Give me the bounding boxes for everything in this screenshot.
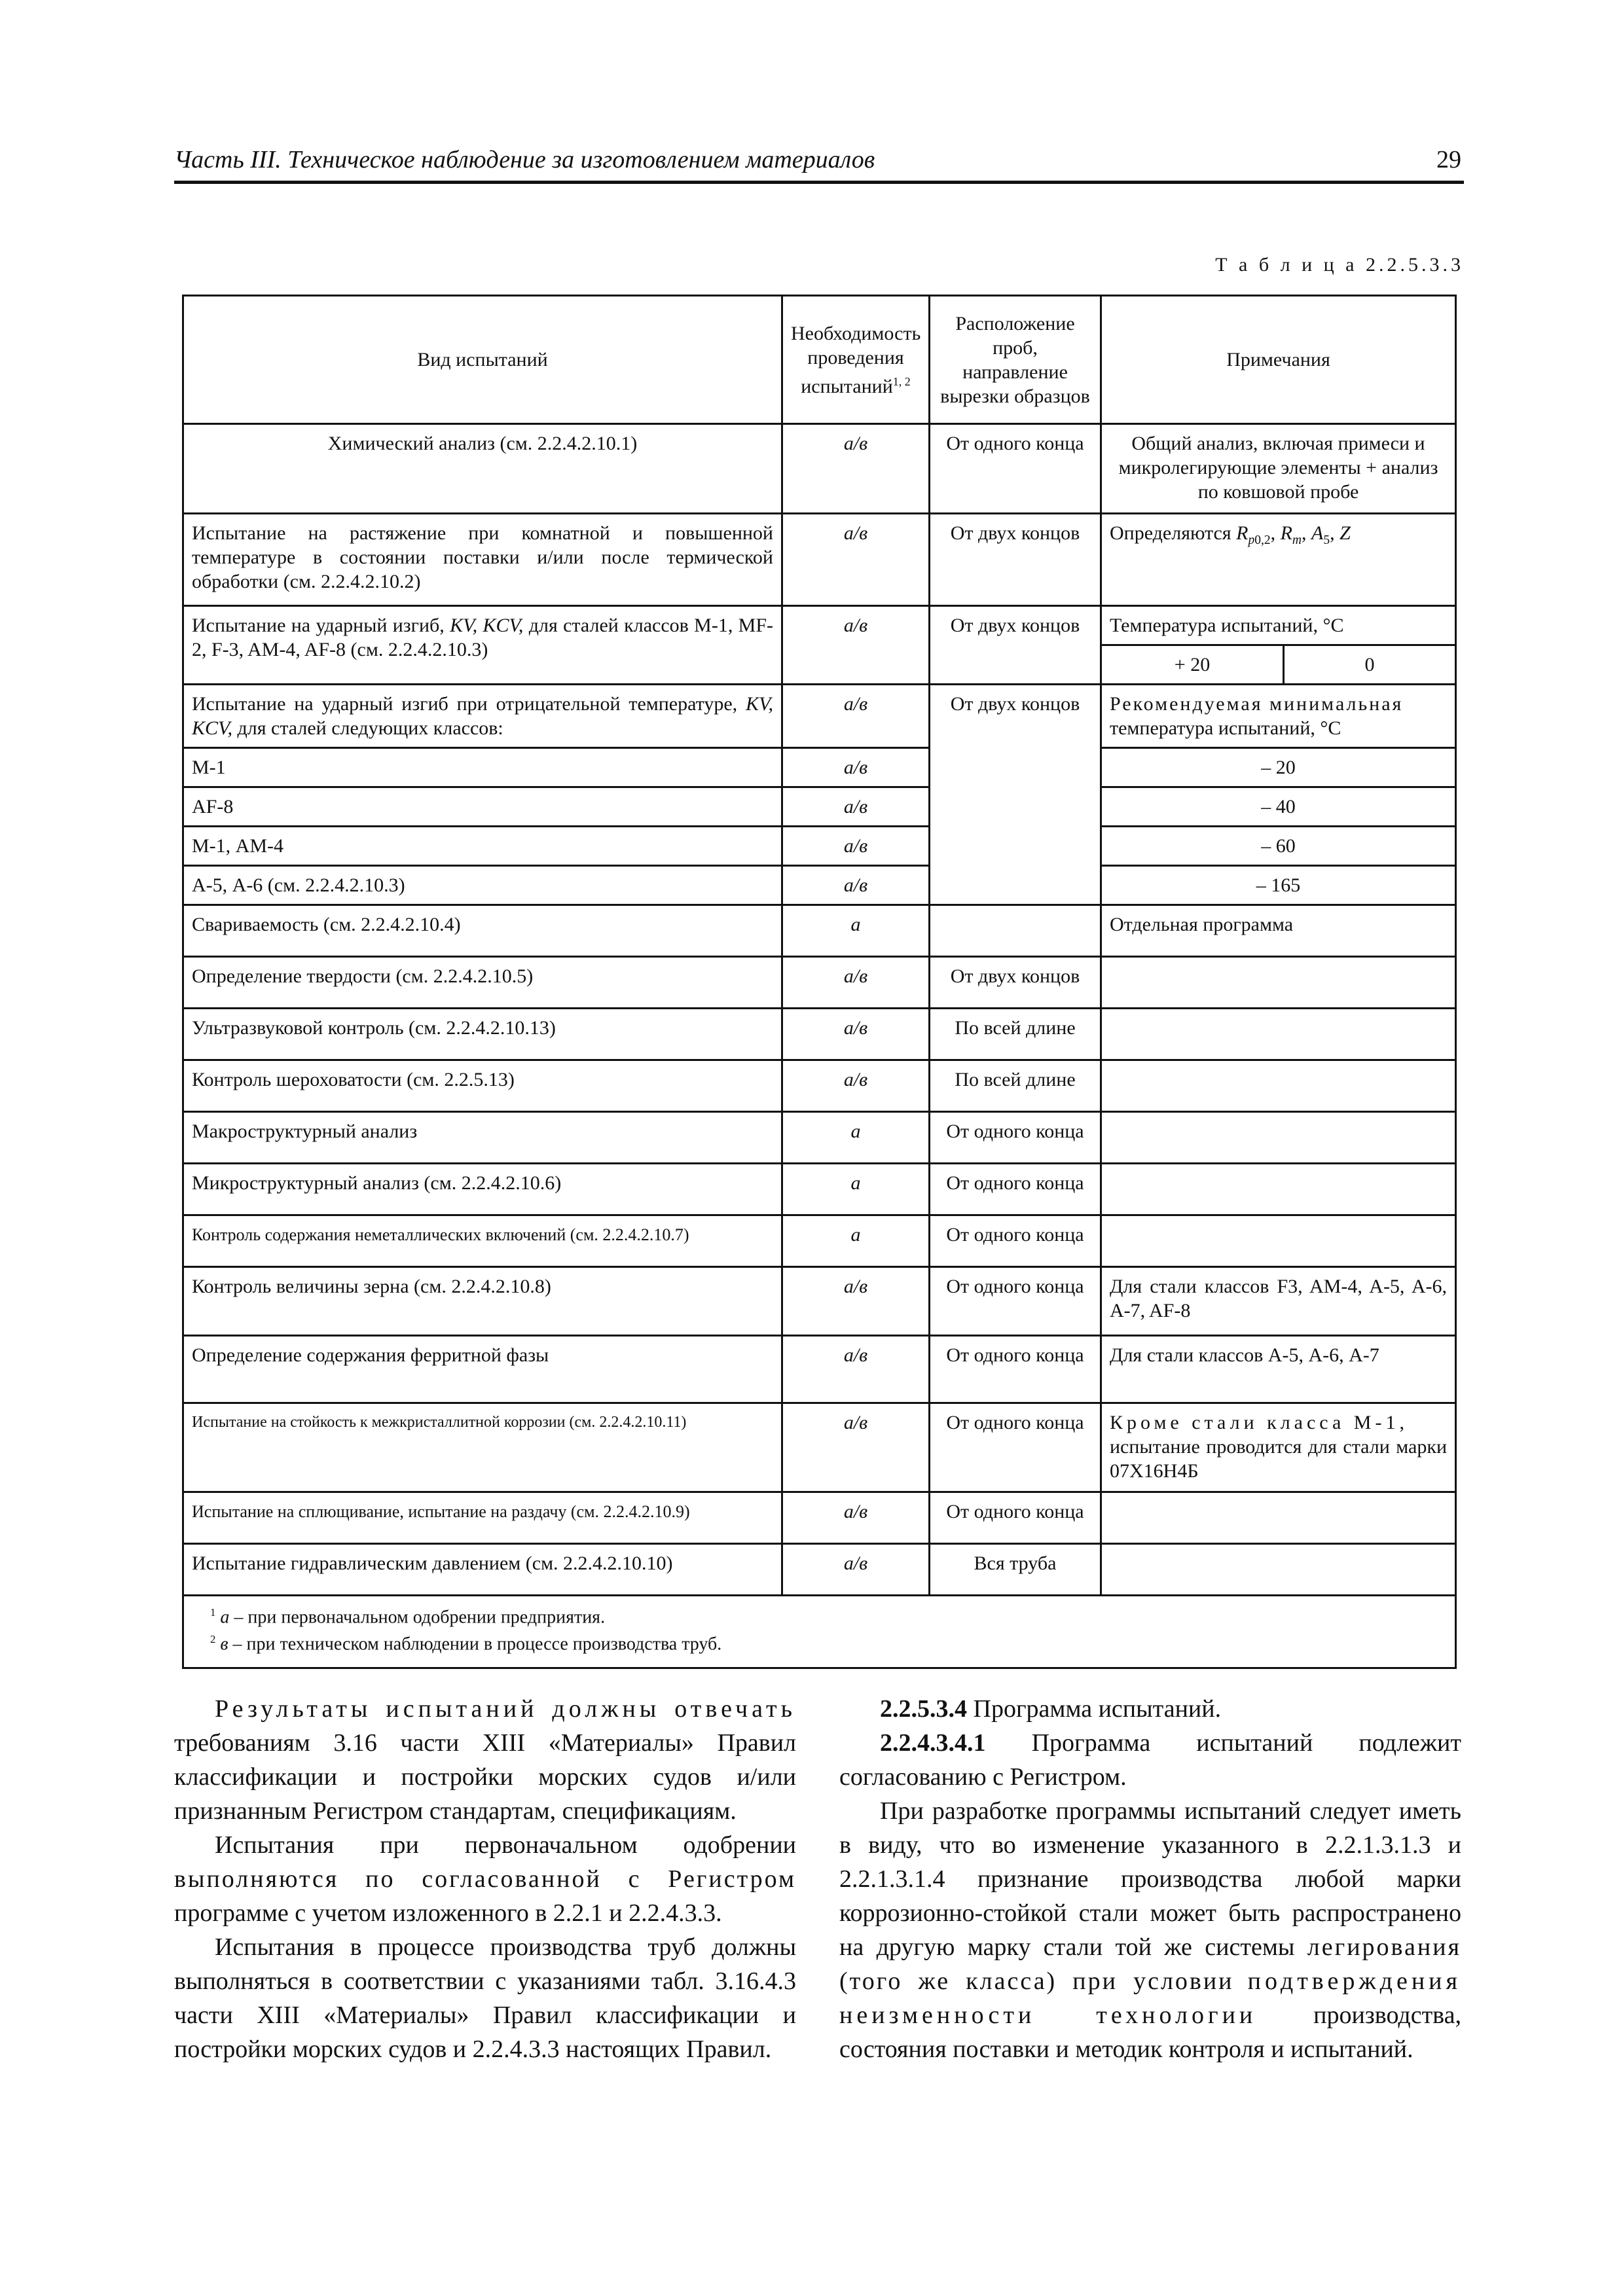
- col-header-necessity: Необходимость проведения испытаний$^{1, 2}$: [782, 296, 930, 424]
- paragraph: 2.2.4.3.4.1 Программа испытаний подлежит согласованию с Регистром.: [839, 1729, 1461, 1791]
- cell-location: От двух концов: [930, 957, 1101, 1009]
- cell-necessity: а/в: [782, 748, 930, 787]
- table-row: [183, 787, 1456, 827]
- test-requirements-table: [182, 295, 1457, 1669]
- cell-type: Контроль содержания неметаллических включений (см. 2.2.4.2.10.7): [183, 1215, 782, 1267]
- cell-necessity: а/в: [782, 957, 930, 1009]
- col-header-notes: Примечания: [1101, 296, 1456, 424]
- table-row: [183, 1060, 1456, 1112]
- table-row: [183, 957, 1456, 1009]
- section-heading: 2.2.5.3.4 Программа испытаний.: [880, 1695, 1222, 1723]
- cell-necessity: а/в: [782, 1403, 930, 1492]
- cell-type: Микроструктурный анализ (см. 2.2.4.2.10.6): [183, 1164, 782, 1215]
- table-row: [183, 1544, 1456, 1596]
- cell-necessity: а/в: [782, 866, 930, 905]
- cell-note: [1101, 957, 1456, 1009]
- cell-note: [1101, 1492, 1456, 1544]
- right-column-text: [839, 1692, 1461, 2066]
- table-footnotes: [183, 1596, 1456, 1668]
- table-row: [183, 748, 1456, 787]
- cell-temp: – 40: [1101, 787, 1456, 827]
- footnote-cell: [183, 1596, 1456, 1668]
- cell-note: Определяются $R_{p0,2}$, $R_m$, $A_5$, Z: [1101, 514, 1456, 606]
- cell-note: Рекомендуемая минимальная температура испытаний, °С: [1101, 685, 1456, 748]
- cell-type: Испытание на растяжение при комнатной и повышенной температуре в состоянии поставки и/или после термической обработки (см. 2.2.4.2.10.2): [183, 514, 782, 606]
- page-number: 29: [1436, 146, 1461, 173]
- table-row: [183, 866, 1456, 905]
- paragraph: Результаты испытаний должны отвечать требованиям 3.16 части XIII «Материалы» Правил классификации и постройки морских судов и/или признанным Регистром стандартам, спецификациям.: [174, 1695, 796, 1825]
- cell-location: От двух концов: [930, 685, 1101, 905]
- table-row: [183, 424, 1456, 514]
- cell-necessity: а/в: [782, 1544, 930, 1596]
- cell-type: Контроль величины зерна (см. 2.2.4.2.10.8): [183, 1267, 782, 1336]
- table-row: [183, 606, 1456, 645]
- cell-location: По всей длине: [930, 1060, 1101, 1112]
- table-row: [183, 685, 1456, 748]
- page-header: [174, 144, 1464, 184]
- cell-necessity: а/в: [782, 827, 930, 866]
- left-column-text: [174, 1692, 796, 2066]
- cell-necessity: а/в: [782, 1009, 930, 1060]
- cell-type: Химический анализ (см. 2.2.4.2.10.1): [183, 424, 782, 514]
- cell-note: Температура испытаний, °С: [1101, 606, 1456, 645]
- cell-location: От одного конца: [930, 1403, 1101, 1492]
- cell-type: Контроль шероховатости (см. 2.2.5.13): [183, 1060, 782, 1112]
- cell-necessity: а: [782, 905, 930, 957]
- table-row: [183, 905, 1456, 957]
- table-row: [183, 1009, 1456, 1060]
- cell-location: От одного конца: [930, 1492, 1101, 1544]
- cell-temp: – 60: [1101, 827, 1456, 866]
- cell-note: Кроме стали класса М-1, испытание проводится для стали марки 07Х16Н4Б: [1101, 1403, 1456, 1492]
- cell-type: М-1: [183, 748, 782, 787]
- cell-necessity: а/в: [782, 1336, 930, 1403]
- table-row: [183, 1336, 1456, 1403]
- cell-necessity: а: [782, 1215, 930, 1267]
- cell-type: Свариваемость (см. 2.2.4.2.10.4): [183, 905, 782, 957]
- cell-location: От двух концов: [930, 606, 1101, 685]
- cell-temp: – 165: [1101, 866, 1456, 905]
- cell-type: М-1, АМ-4: [183, 827, 782, 866]
- cell-type: Определение твердости (см. 2.2.4.2.10.5): [183, 957, 782, 1009]
- cell-note: [1101, 1215, 1456, 1267]
- cell-note: Для стали классов F3, AM-4, A-5, A-6, A-7, AF-8: [1101, 1267, 1456, 1336]
- cell-location: По всей длине: [930, 1009, 1101, 1060]
- cell-necessity: а/в: [782, 514, 930, 606]
- cell-necessity: а/в: [782, 1492, 930, 1544]
- cell-necessity: а/в: [782, 1267, 930, 1336]
- cell-type: Ультразвуковой контроль (см. 2.2.4.2.10.13): [183, 1009, 782, 1060]
- table-caption: Т а б л и ц а 2.2.5.3.3: [1215, 254, 1464, 276]
- paragraph: Испытания при первоначальном одобрении выполняются по согласованной с Регистром программе с учетом изложенного в 2.2.1 и 2.2.4.3.3.: [174, 1831, 796, 1927]
- cell-location: Вся труба: [930, 1544, 1101, 1596]
- cell-type: Испытание на сплющивание, испытание на раздачу (см. 2.2.4.2.10.9): [183, 1492, 782, 1544]
- cell-type: Испытание на ударный изгиб при отрицательной температуре, KV, KCV, для сталей следующих классов:: [183, 685, 782, 748]
- cell-note: [1101, 1009, 1456, 1060]
- cell-temp: 0: [1284, 645, 1456, 685]
- cell-note: Для стали классов А-5, А-6, А-7: [1101, 1336, 1456, 1403]
- cell-note: [1101, 1164, 1456, 1215]
- table-row: [183, 827, 1456, 866]
- cell-location: От одного конца: [930, 1336, 1101, 1403]
- cell-type: Испытание гидравлическим давлением (см. 2.2.4.2.10.10): [183, 1544, 782, 1596]
- cell-type: AF-8: [183, 787, 782, 827]
- col-header-location: Расположение проб, направление вырезки образцов: [930, 296, 1101, 424]
- cell-necessity: а/в: [782, 685, 930, 748]
- paragraph: При разработке программы испытаний следует иметь в виду, что во изменение указанного в 2.2.1.3.1.3 и 2.2.1.3.1.4 признание производства любой марки коррозионно-стойкой стали может быть распространено на другую марку стали той же системы легирования (того же класса) при условии подтверждения неизменности технологии производства, состояния поставки и методик контроля и испытаний.: [839, 1797, 1462, 2063]
- table-row: [183, 1215, 1456, 1267]
- cell-type: Испытание на стойкость к межкристаллитной коррозии (см. 2.2.4.2.10.11): [183, 1403, 782, 1492]
- table-row: [183, 1112, 1456, 1164]
- cell-necessity: а/в: [782, 424, 930, 514]
- table-row: [183, 1267, 1456, 1336]
- cell-location: От одного конца: [930, 424, 1101, 514]
- table-row: [183, 1164, 1456, 1215]
- cell-location: [930, 905, 1101, 957]
- footnote-2: $^2$ в – при техническом наблюдении в процессе производства труб.: [210, 1633, 722, 1655]
- cell-temp: – 20: [1101, 748, 1456, 787]
- cell-type: Макроструктурный анализ: [183, 1112, 782, 1164]
- table-row: [183, 514, 1456, 606]
- cell-note: Общий анализ, включая примеси и микролегирующие элементы + анализ по ковшовой пробе: [1101, 424, 1456, 514]
- cell-type: А-5, А-6 (см. 2.2.4.2.10.3): [183, 866, 782, 905]
- cell-type: Определение содержания ферритной фазы: [183, 1336, 782, 1403]
- cell-location: От одного конца: [930, 1215, 1101, 1267]
- cell-necessity: а/в: [782, 606, 930, 685]
- cell-necessity: а/в: [782, 1060, 930, 1112]
- paragraph: Испытания в процессе производства труб должны выполняться в соответствии с указаниями табл. 3.16.4.3 части XIII «Материалы» Правил классификации и постройки морских судов и 2.2.4.3.3 настоящих Правил.: [174, 1933, 796, 2063]
- footnote-1: $^1$ а – при первоначальном одобрении предприятия.: [210, 1606, 606, 1628]
- table-row: [183, 1492, 1456, 1544]
- cell-location: От одного конца: [930, 1267, 1101, 1336]
- cell-note: Отдельная программа: [1101, 905, 1456, 957]
- table-row: [183, 1403, 1456, 1492]
- cell-note: [1101, 1060, 1456, 1112]
- cell-necessity: а: [782, 1112, 930, 1164]
- cell-temp: + 20: [1101, 645, 1284, 685]
- table-header-row: [183, 296, 1456, 424]
- cell-note: [1101, 1112, 1456, 1164]
- cell-location: От одного конца: [930, 1112, 1101, 1164]
- cell-location: От одного конца: [930, 1164, 1101, 1215]
- cell-note: [1101, 1544, 1456, 1596]
- cell-type: Испытание на ударный изгиб, KV, KCV, для сталей классов М-1, MF-2, F-3, AM-4, AF-8 (см. 2.2.4.2.10.3): [183, 606, 782, 685]
- cell-location: От двух концов: [930, 514, 1101, 606]
- cell-necessity: а/в: [782, 787, 930, 827]
- cell-necessity: а: [782, 1164, 930, 1215]
- col-header-type: Вид испытаний: [183, 296, 782, 424]
- header-title: Часть III. Техническое наблюдение за изготовлением материалов: [174, 146, 875, 173]
